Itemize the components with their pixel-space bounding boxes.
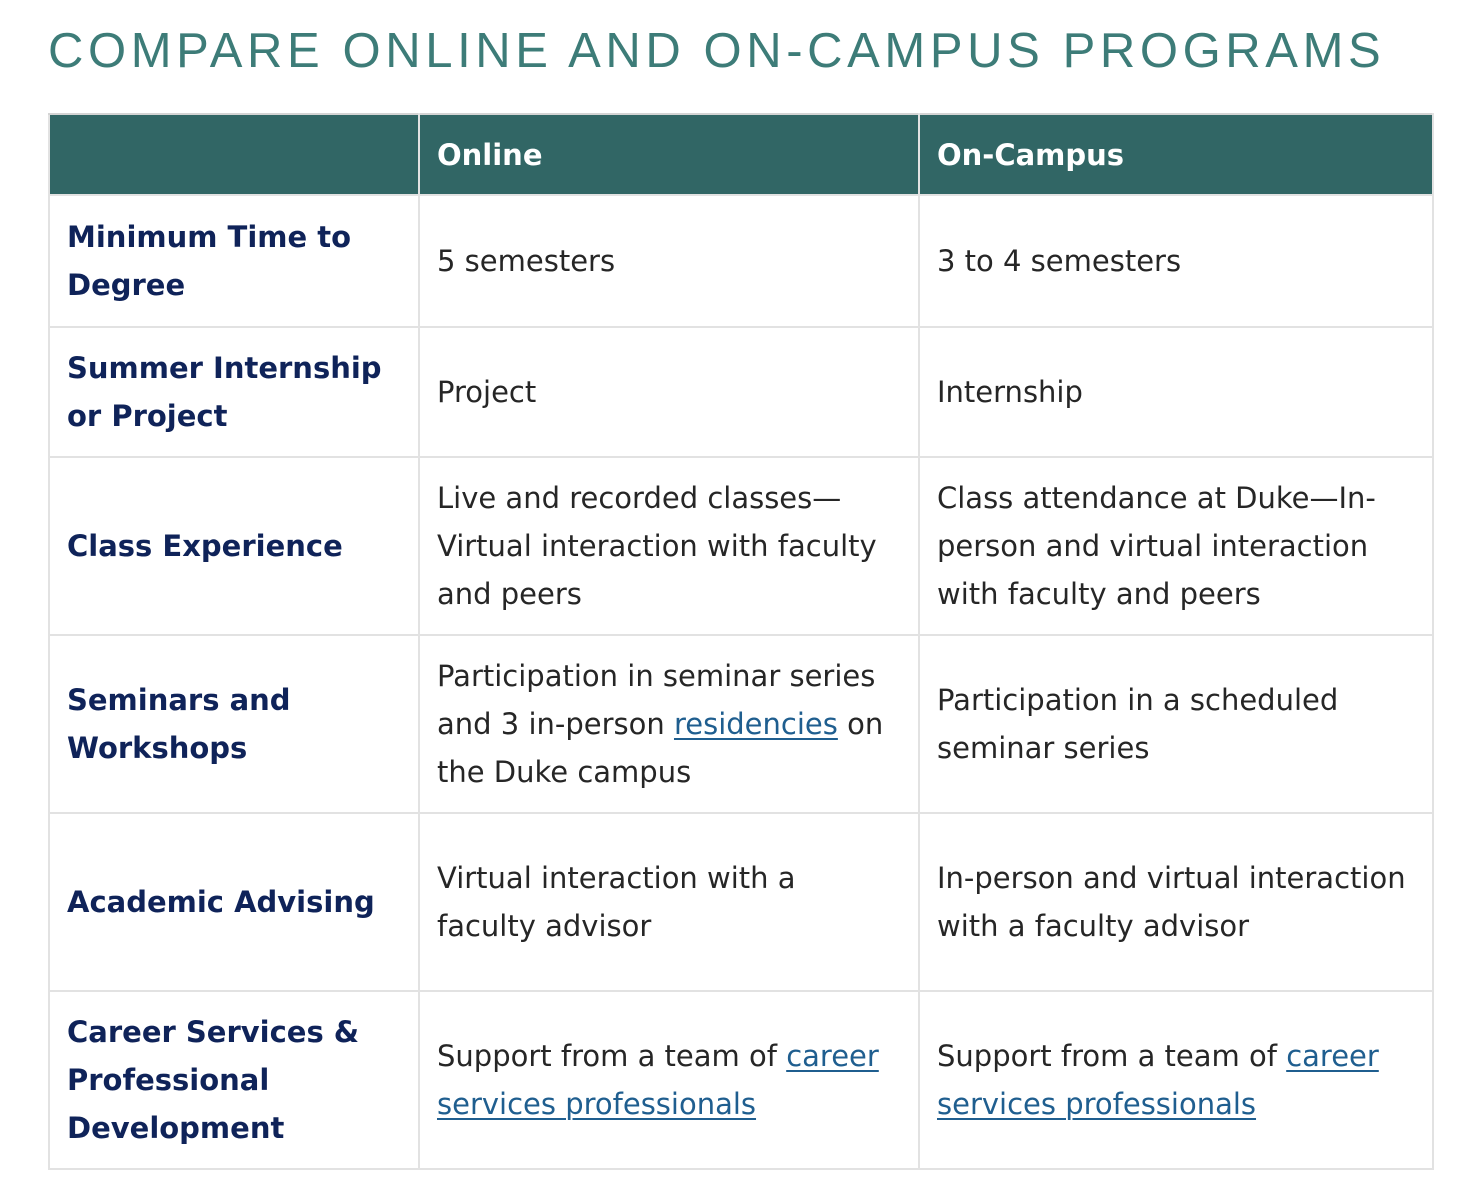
row-label-career-services: Career Services & Professional Development [49, 991, 419, 1169]
cell-on-campus: Participation in a scheduled seminar series [919, 635, 1433, 813]
cell-online: Project [419, 327, 919, 457]
cell-text: on the Duke campus [437, 707, 884, 789]
residencies-link[interactable]: residencies [673, 707, 838, 741]
cell-on-campus: In-person and virtual interaction with a faculty advisor [919, 813, 1433, 991]
row-label-summer-internship: Summer Internship or Project [49, 327, 419, 457]
cell-text: Support from a team of [437, 1039, 787, 1073]
page-title: COMPARE ONLINE AND ON-CAMPUS PROGRAMS [48, 24, 1386, 78]
header-online: Online [419, 114, 919, 195]
header-on-campus: On-Campus [919, 114, 1433, 195]
table-row [49, 327, 1433, 457]
cell-online: Live and recorded classes—Virtual interaction with faculty and peers [419, 457, 919, 635]
row-label-minimum-time: Minimum Time to Degree [49, 195, 419, 327]
table-row [49, 195, 1433, 327]
table-row [49, 457, 1433, 635]
comparison-table [48, 113, 1434, 1170]
cell-text: Participation in seminar series and 3 in-person [437, 659, 876, 741]
cell-online [419, 635, 919, 813]
header-corner-cell [49, 114, 419, 195]
table-header-row [49, 114, 1433, 195]
cell-on-campus: 3 to 4 semesters [919, 195, 1433, 327]
career-services-link-on-campus[interactable]: career services professionals [937, 1039, 1379, 1121]
cell-on-campus [919, 991, 1433, 1169]
cell-online: Virtual interaction with a faculty advisor [419, 813, 919, 991]
row-label-class-experience: Class Experience [49, 457, 419, 635]
table-row [49, 991, 1433, 1169]
row-label-academic-advising: Academic Advising [49, 813, 419, 991]
table-row [49, 813, 1433, 991]
career-services-link-online[interactable]: career services professionals [437, 1039, 879, 1121]
cell-on-campus: Internship [919, 327, 1433, 457]
cell-on-campus: Class attendance at Duke—In-person and virtual interaction with faculty and peers [919, 457, 1433, 635]
cell-text: Support from a team of [937, 1039, 1287, 1073]
cell-online: 5 semesters [419, 195, 919, 327]
row-label-seminars-workshops: Seminars and Workshops [49, 635, 419, 813]
cell-online [419, 991, 919, 1169]
table-row [49, 635, 1433, 813]
